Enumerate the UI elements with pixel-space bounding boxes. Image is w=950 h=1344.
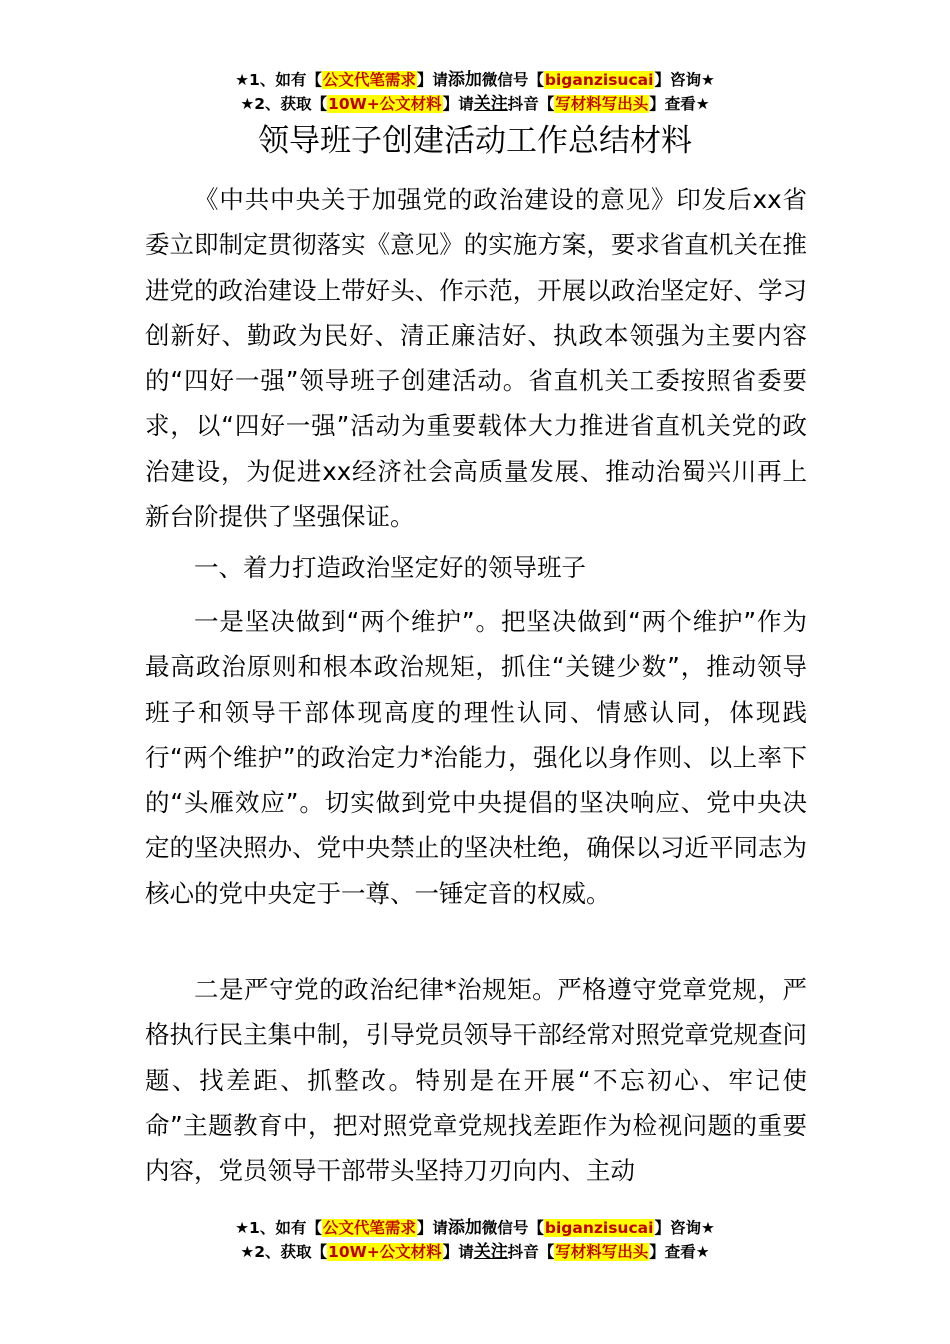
- banner-text: 】请: [442, 1243, 474, 1261]
- top-promo-banner: [0, 68, 950, 116]
- banner-highlight: 10W+公文材料: [328, 1243, 442, 1261]
- banner-text: 抖音【: [507, 1243, 555, 1261]
- banner-highlight: 10W+公文材料: [328, 95, 442, 113]
- banner-highlight: biganzisucai: [544, 1219, 654, 1237]
- banner-line-2: [0, 92, 950, 116]
- banner-emphasis: 添加: [447, 70, 482, 90]
- intro-paragraph: 《中共中央关于加强党的政治建设的意见》印发后xx省委立即制定贯彻落实《意见》的实施方案，要求省直机关在推进党的政治建设上带好头、作示范，开展以政治坚定好、学习创新好、勤政为民好、清正廉洁好、执政本领强为主要内容的“四好一强”领导班子创建活动。省直机关工委按照省委要求，以“四好一强”活动为重要载体大力推进省直机关党的政治建设，为促进xx经济社会高质量发展、推动治蜀兴川再上新台阶提供了坚强保证。: [145, 185, 807, 532]
- banner-line-2: [0, 1240, 950, 1264]
- banner-text: ★2、获取【: [240, 95, 328, 113]
- banner-text: 】请: [416, 71, 448, 89]
- point-2-paragraph: 二是严守党的政治纪律*治规矩。严格遵守党章党规，严格执行民主集中制，引导党员领导干部经常对照党章党规查问题、找差距、抓整改。特别是在开展“不忘初心、牢记使命”主题教育中，把对照党章党规找差距作为检视问题的重要内容，党员领导干部带头坚持刀刃向内、主动: [145, 975, 807, 1186]
- intro-paragraph-block: [145, 177, 807, 539]
- banner-line-1: [0, 1216, 950, 1240]
- banner-highlight: biganzisucai: [544, 71, 654, 89]
- banner-text: 】查看★: [649, 95, 710, 113]
- banner-text: 】请: [442, 95, 474, 113]
- banner-emphasis: 添加: [447, 1218, 482, 1238]
- banner-text: 抖音【: [507, 95, 555, 113]
- banner-highlight: 公文代笔需求: [322, 71, 416, 89]
- point-1-block: [145, 599, 807, 916]
- banner-text: ★2、获取【: [240, 1243, 328, 1261]
- section-heading-block: [145, 545, 807, 590]
- banner-text: 微信号【: [481, 1219, 544, 1237]
- banner-emphasis: 关注: [473, 1242, 508, 1262]
- banner-highlight: 公文代笔需求: [322, 1219, 416, 1237]
- document-title: 领导班子创建活动工作总结材料: [258, 123, 692, 159]
- point-1-paragraph: 一是坚决做到“两个维护”。把坚决做到“两个维护”作为最高政治原则和根本政治规矩，抓住“关键少数”，推动领导班子和领导干部体现高度的理性认同、情感认同，体现践行“两个维护”的政治定力*治能力，强化以身作则、以上率下的“头雁效应”。切实做到党中央提倡的坚决响应、党中央决定的坚决照办、党中央禁止的坚决杜绝，确保以习近平同志为核心的党中央定于一尊、一锤定音的权威。: [145, 607, 807, 908]
- banner-text: 】请: [416, 1219, 448, 1237]
- banner-highlight: 写材料写出头: [555, 1243, 649, 1261]
- banner-highlight: 写材料写出头: [555, 95, 649, 113]
- banner-text: ★1、如有【: [235, 1219, 322, 1237]
- banner-text: 】咨询★: [654, 71, 715, 89]
- point-2-block: [145, 967, 807, 1193]
- banner-text: ★1、如有【: [235, 71, 322, 89]
- section-heading-1: 一、着力打造政治坚定好的领导班子: [194, 553, 586, 582]
- banner-text: 】查看★: [649, 1243, 710, 1261]
- banner-emphasis: 关注: [473, 94, 508, 114]
- banner-text: 微信号【: [481, 71, 544, 89]
- banner-text: 】咨询★: [654, 1219, 715, 1237]
- banner-line-1: [0, 68, 950, 92]
- bottom-promo-banner: [0, 1216, 950, 1264]
